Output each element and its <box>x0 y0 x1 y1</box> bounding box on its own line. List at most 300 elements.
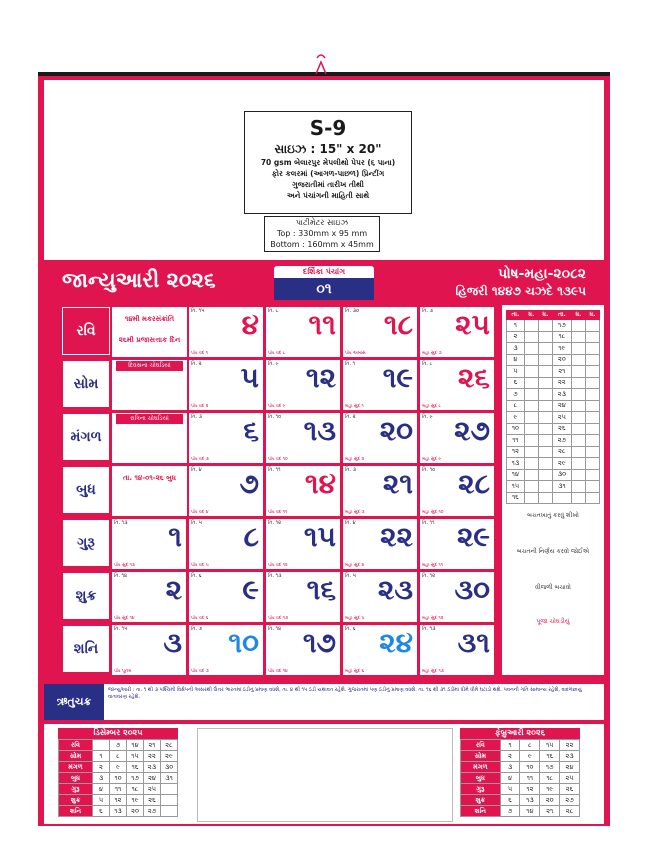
mini-date: ૨૮ <box>560 806 580 817</box>
ledger-cell <box>571 354 585 366</box>
ledger-cell: ૨૫ <box>552 412 571 424</box>
mini-date: ૯ <box>520 751 540 762</box>
date-cell[interactable] <box>343 413 418 463</box>
mini-date: ૩૦ <box>161 762 178 773</box>
ledger-cell <box>524 458 538 470</box>
tithi-label: તિ. ૧૧ <box>422 520 435 526</box>
ledger-cell <box>571 331 585 343</box>
tithi-label: તિ. ૧૪ <box>268 626 282 632</box>
info-text: રાત્રિના ચોઘડિયાં <box>116 414 183 424</box>
spec-title: S-9 <box>309 116 347 140</box>
tithi-label: તિ. ૫ <box>191 520 202 526</box>
ledger-cell <box>524 343 538 355</box>
ledger-cell: ૧૬ <box>507 492 525 504</box>
mini-date: ૧૬ <box>127 762 144 773</box>
ledger-cell <box>585 423 599 435</box>
mini-date: ૨૩ <box>144 762 161 773</box>
date-cell[interactable] <box>420 625 495 675</box>
date-number: ૭ <box>239 467 259 500</box>
hindu-date: પોષ વદ ૬ <box>191 616 209 621</box>
ledger-head: ધ. <box>524 311 538 320</box>
mini-day-name: શુક્ર <box>461 795 501 806</box>
mini-date: ૧૨ <box>110 795 127 806</box>
ledger-cell: ૧૭ <box>552 320 571 332</box>
info-text: તા. ૧૪-૦૧-૨૬ બુધ <box>123 474 176 482</box>
spec-line: ફોર કલરમાં (આગળ-પાછળ) પ્રિન્ટીંગ <box>271 169 385 178</box>
ledger-head: ધ. <box>538 311 552 320</box>
ledger-cell <box>524 354 538 366</box>
ledger-cell <box>538 377 552 389</box>
hindu-date: મહા સુદ ૧૨ <box>422 616 444 621</box>
spec-line: અને પંચાંગની માહિતી સાથે <box>286 191 370 200</box>
ledger-cell <box>571 320 585 332</box>
ledger-cell <box>585 412 599 424</box>
mini-date: ૧૧ <box>520 773 540 784</box>
mini-date: ૧૭ <box>540 762 560 773</box>
advertisement-space <box>197 728 453 822</box>
ledger-cell <box>524 446 538 458</box>
ledger-cell <box>524 389 538 401</box>
mini-date: ૬ <box>500 795 520 806</box>
date-number: ૧૨ <box>305 361 336 394</box>
day-label: શુક્ર <box>62 572 110 620</box>
mini-date: ૨૦ <box>127 806 144 817</box>
ledger-cell <box>585 377 599 389</box>
mini-day-name: બુધ <box>461 773 501 784</box>
ledger-cell <box>538 492 552 504</box>
ledger-cell <box>524 400 538 412</box>
rutu-label: ઋતુચક્ર <box>44 684 104 720</box>
day-label: સોમ <box>62 360 110 408</box>
mini-date: ૨૪ <box>144 773 161 784</box>
date-cell[interactable] <box>112 519 187 569</box>
ledger-cell: ૬ <box>507 377 525 389</box>
tithi-label: તિ. ૧૫ <box>114 626 128 632</box>
mini-date: ૩૧ <box>161 773 178 784</box>
mini-day-name: મંગળ <box>461 762 501 773</box>
mini-date: ૧૮ <box>127 784 144 795</box>
date-number: ૪ <box>241 308 259 341</box>
hindu-date: મહા સુદ ૯ <box>422 457 442 462</box>
mini-date: ૨૫ <box>560 773 580 784</box>
mini-date: ૧ <box>500 740 520 751</box>
ledger-cell <box>585 389 599 401</box>
date-number: ૩૦ <box>454 573 490 606</box>
ledger-cell <box>538 435 552 447</box>
date-cell[interactable] <box>266 307 341 357</box>
date-cell[interactable] <box>189 360 264 410</box>
date-cell[interactable] <box>189 466 264 516</box>
mini-date: ૨૪ <box>560 762 580 773</box>
tithi-label: તિ. ૧ <box>345 361 356 367</box>
date-cell[interactable] <box>420 360 495 410</box>
ledger-cell <box>538 458 552 470</box>
date-cell[interactable] <box>266 625 341 675</box>
day-label: ગુરૂ <box>62 519 110 567</box>
ledger-cell <box>571 389 585 401</box>
printer-title: પાટીમેટર સાઇઝ <box>295 218 349 227</box>
mini-day-name: બુધ <box>59 773 93 784</box>
mini-day-name: સોમ <box>461 751 501 762</box>
mini-date: ૨૬ <box>144 795 161 806</box>
date-cell[interactable] <box>343 572 418 622</box>
hindu-date: મહા સુદ ૩ <box>345 510 365 515</box>
mini-date: ૧૧ <box>110 784 127 795</box>
date-cell[interactable] <box>266 466 341 516</box>
hook-icon <box>314 52 328 74</box>
date-number: ૫ <box>240 361 259 394</box>
february-calendar <box>460 728 580 817</box>
day-label: શનિ <box>62 625 110 673</box>
ledger-cell: ૧૪ <box>507 469 525 481</box>
ledger-cell <box>524 366 538 378</box>
panchang-badge <box>274 266 374 300</box>
hindu-date: પોષ વદ ૭ <box>191 669 209 674</box>
mini-date: ૪ <box>93 784 110 795</box>
mini-date: ૨૦ <box>540 795 560 806</box>
tithi-label: તિ. ૮ <box>422 361 433 367</box>
hindu-date: મહા સુદ ૧૩ <box>422 669 444 674</box>
ledger-cell <box>585 400 599 412</box>
ledger-cell: ૩૧ <box>552 481 571 493</box>
ledger-cell <box>524 331 538 343</box>
mini-date: ૨૩ <box>560 751 580 762</box>
date-cell[interactable] <box>343 625 418 675</box>
ledger-cell: ૧૯ <box>552 343 571 355</box>
hijri-year: હિજરી ૧૪૪૭ ચઝદે ૧૩૯૫ <box>455 284 586 298</box>
side-note: બચતખાતું કરવું શીખો <box>527 512 579 519</box>
date-cell[interactable] <box>420 572 495 622</box>
date-number: ૨૯ <box>456 520 490 553</box>
ledger-cell <box>538 423 552 435</box>
date-number: ૩ <box>163 626 182 659</box>
ledger-cell: ૨૧ <box>552 366 571 378</box>
mini-day-name: રવિ <box>461 740 501 751</box>
ledger-cell <box>524 469 538 481</box>
date-number: ૯ <box>242 573 259 606</box>
tithi-label: તિ. ૯ <box>268 361 279 367</box>
ledger-cell: ૨૦ <box>552 354 571 366</box>
day-label: રવિ <box>62 307 110 355</box>
mini-day-name: શુક્ર <box>59 795 93 806</box>
ledger-cell <box>538 400 552 412</box>
tithi-label: તિ. ૬ <box>345 626 356 632</box>
mini-date: ૨૨ <box>560 740 580 751</box>
date-number: ૨૩ <box>377 573 413 606</box>
date-cell[interactable] <box>189 625 264 675</box>
mini-date: ૧ <box>93 751 110 762</box>
date-cell[interactable] <box>189 307 264 357</box>
hindu-date: મહા સુદ ૬ <box>345 669 365 674</box>
ledger-head: તા. <box>552 311 571 320</box>
mini-date: ૧૯ <box>127 795 144 806</box>
hindu-date: પોષ વદ ૧ <box>191 351 208 356</box>
mini-date: ૨૮ <box>161 740 178 751</box>
date-number: ૧૭ <box>302 626 336 659</box>
ledger-cell <box>585 435 599 447</box>
date-number: ૧૬ <box>306 573 336 606</box>
hindu-date: મહા સુદ ૧૧ <box>422 563 443 568</box>
hindu-date: પોષ વદ ૧૩ <box>268 616 288 621</box>
date-cell[interactable] <box>420 466 495 516</box>
month-title: જાન્યુઆરી ૨૦૨૬ <box>62 268 216 292</box>
ledger-cell <box>585 481 599 493</box>
date-number: ૧૩ <box>303 414 336 447</box>
hindu-date: પોષ વદ ૫ <box>191 563 209 568</box>
ledger-cell <box>524 377 538 389</box>
hindu-date: પોષ વદ ૮ <box>268 351 286 356</box>
date-number: ૧૪ <box>304 467 336 500</box>
tithi-label: તિ. ૧૩ <box>114 520 128 526</box>
mini-date: ૨૬ <box>560 784 580 795</box>
spec-box <box>244 111 412 214</box>
mini-date: ૮ <box>110 751 127 762</box>
ledger-cell <box>524 492 538 504</box>
date-number: ૨૬ <box>457 361 490 394</box>
hindu-date: પોષ અમાસ <box>345 351 366 356</box>
ledger-head: તા. <box>507 311 525 320</box>
date-cell[interactable] <box>189 519 264 569</box>
info-text: ૧૪મી મકરસંક્રાંતિ <box>124 315 175 323</box>
mini-date: ૬ <box>93 806 110 817</box>
ledger-cell <box>571 492 585 504</box>
mini-date <box>93 740 110 751</box>
ledger-cell <box>538 354 552 366</box>
date-cell[interactable] <box>189 572 264 622</box>
tithi-label: તિ. ૧૨ <box>422 573 436 579</box>
date-number: ૬ <box>243 414 259 447</box>
date-cell[interactable] <box>420 307 495 357</box>
printer-top: Top : 330mm x 95 mm <box>276 229 368 238</box>
ledger-cell <box>538 331 552 343</box>
tithi-label: તિ. ૧૧ <box>268 467 281 473</box>
mini-date: ૨૯ <box>161 751 178 762</box>
day-label: મંગળ <box>62 413 110 461</box>
info-cell <box>112 466 187 516</box>
date-number: ૨૪ <box>379 626 413 659</box>
date-cell[interactable] <box>189 413 264 463</box>
hindu-date: મહા સુદ ૨ <box>345 457 365 462</box>
ledger-cell <box>524 423 538 435</box>
tithi-label: તિ. ૧૦ <box>422 467 436 473</box>
printer-bottom: Bottom : 160mm x 45mm <box>270 240 374 249</box>
mini-date: ૧૫ <box>540 740 560 751</box>
hindu-date: પોષ વદ ૧૦ <box>268 457 288 462</box>
printer-size-box <box>264 216 380 252</box>
hindu-date: મહા સુદ ૫ <box>345 616 365 621</box>
ledger-cell: ૧૩ <box>507 458 525 470</box>
mini-date: ૧૯ <box>540 784 560 795</box>
date-number: ૨૭ <box>454 414 490 447</box>
mini-date <box>161 784 178 795</box>
december-title: ડિસેમ્બર ૨૦૨૫ <box>58 728 178 739</box>
date-cell[interactable] <box>266 572 341 622</box>
ledger-cell: ૨૨ <box>552 377 571 389</box>
info-cell <box>112 413 187 463</box>
badge-label: દર્શિકા પંચાંગ <box>274 266 374 278</box>
ledger-cell: ૮ <box>507 400 525 412</box>
ledger-cell <box>538 469 552 481</box>
tithi-label: તિ. ૧૩ <box>268 573 282 579</box>
day-label: બુધ <box>62 466 110 514</box>
ledger-cell <box>585 446 599 458</box>
date-number: ૧૮ <box>383 308 413 341</box>
mini-date: ૧૦ <box>520 762 540 773</box>
ledger-cell <box>571 343 585 355</box>
date-cell[interactable] <box>420 519 495 569</box>
tithi-label: તિ. ૫ <box>345 573 356 579</box>
date-cell[interactable] <box>343 466 418 516</box>
tithi-label: તિ. ૩૦ <box>345 308 359 314</box>
ledger-cell: ૧૫ <box>507 481 525 493</box>
date-number: ૨૫ <box>455 308 490 341</box>
ledger-cell: ૪ <box>507 354 525 366</box>
date-cell[interactable] <box>343 519 418 569</box>
ledger-cell <box>538 343 552 355</box>
mini-date: ૨ <box>500 751 520 762</box>
date-number: ૩૧ <box>457 626 490 659</box>
ledger-head: ધ. <box>571 311 585 320</box>
ledger-cell: ૧૦ <box>507 423 525 435</box>
ledger-cell <box>524 481 538 493</box>
ledger-cell <box>585 366 599 378</box>
hindu-date: પોષ સુદ ૧૩ <box>114 563 135 568</box>
hindu-date: પોષ સુદ ૧૪ <box>114 616 135 621</box>
ledger-cell <box>538 412 552 424</box>
ledger-cell: ૨ <box>507 331 525 343</box>
mini-date: ૧૬ <box>540 751 560 762</box>
ledger-cell <box>585 354 599 366</box>
hindu-date: પોષ વદ ૩ <box>191 457 209 462</box>
date-cell[interactable] <box>343 307 418 357</box>
ledger-cell: ૧૨ <box>507 446 525 458</box>
date-number: ૧૦ <box>228 626 259 659</box>
december-calendar <box>58 728 178 817</box>
ledger-cell: ૨૪ <box>552 400 571 412</box>
mini-date: ૨૨ <box>144 751 161 762</box>
tithi-label: તિ. ૧૨ <box>268 520 282 526</box>
date-number: ૨૨ <box>380 520 413 553</box>
ledger-cell <box>585 331 599 343</box>
info-text: ૨૬મી પ્રજાસત્તાક દિન <box>118 336 181 344</box>
mini-date: ૫ <box>500 784 520 795</box>
rutu-bar <box>44 684 604 720</box>
hindu-date: પોષ વદ ૨ <box>191 404 209 409</box>
badge-number: ૦૧ <box>274 278 374 300</box>
mini-date: ૧૩ <box>520 795 540 806</box>
ledger-cell <box>585 320 599 332</box>
ledger-cell <box>524 412 538 424</box>
hindu-date: મહા સુદ ૮ <box>422 404 441 409</box>
tithi-label: તિ. ૧૫ <box>191 308 205 314</box>
date-number: ૨૮ <box>458 467 490 500</box>
ledger-cell: ૨૬ <box>552 423 571 435</box>
date-cell[interactable] <box>266 519 341 569</box>
ledger-cell <box>571 458 585 470</box>
hindu-date: પોષ વદ ૧૧ <box>268 510 288 515</box>
mini-date <box>161 806 178 817</box>
hindu-date: પોષ પૂનમ <box>114 669 132 674</box>
mini-date: ૧૮ <box>540 773 560 784</box>
side-note: બચતની નિર્ણય કરવો જોઈએ <box>516 548 590 555</box>
date-number: ૧૫ <box>303 520 336 553</box>
mini-date: ૩ <box>500 762 520 773</box>
tithi-label: તિ. ૭ <box>422 308 434 314</box>
ledger-cell <box>571 423 585 435</box>
ledger-cell <box>571 377 585 389</box>
date-number: ૨ <box>165 573 182 606</box>
mini-date <box>161 795 178 806</box>
tithi-label: તિ. ૮ <box>268 308 279 314</box>
side-note: પૂજા ચોઘડીયું <box>536 618 570 625</box>
mini-date: ૫ <box>93 795 110 806</box>
date-cell[interactable] <box>112 625 187 675</box>
ledger-cell <box>585 458 599 470</box>
mini-day-name: ગુરૂ <box>461 784 501 795</box>
date-cell[interactable] <box>420 413 495 463</box>
spec-line: ગુજરાતીમાં તારીખ તીથી <box>292 180 364 189</box>
mini-day-name: મંગળ <box>59 762 93 773</box>
hindu-date: મહા સુદ ૧ <box>345 404 364 409</box>
mini-date: ૨૧ <box>144 740 161 751</box>
date-cell[interactable] <box>266 360 341 410</box>
spec-size: સાઇઝ : 15" x 20" <box>274 142 382 156</box>
mini-date: ૨૧ <box>540 806 560 817</box>
date-cell[interactable] <box>112 572 187 622</box>
mini-date: ૧૨ <box>520 784 540 795</box>
tithi-label: તિ. ૪ <box>345 520 356 526</box>
side-note: વીજળી બચાવો <box>535 584 571 591</box>
ledger-cell <box>571 446 585 458</box>
mini-day-name: સોમ <box>59 751 93 762</box>
ledger-cell <box>571 481 585 493</box>
ledger-cell: ૨૮ <box>552 446 571 458</box>
ledger-cell: ૧૧ <box>507 435 525 447</box>
mini-date: ૨૭ <box>144 806 161 817</box>
ledger-cell: ૫ <box>507 366 525 378</box>
date-cell[interactable] <box>266 413 341 463</box>
mini-day-name: રવિ <box>59 740 93 751</box>
info-cell <box>112 307 187 357</box>
tithi-label: તિ. ૯ <box>422 414 433 420</box>
mini-date: ૩ <box>93 773 110 784</box>
mini-date: ૧૫ <box>127 751 144 762</box>
hindu-date: મહા સુદ ૭ <box>422 351 442 356</box>
mini-date: ૭ <box>500 806 520 817</box>
mini-date: ૨૭ <box>560 795 580 806</box>
date-number: ૮ <box>243 520 259 553</box>
mini-date: ૨૫ <box>144 784 161 795</box>
mini-date: ૪ <box>500 773 520 784</box>
mini-date: ૯ <box>110 762 127 773</box>
tithi-label: તિ. ૧૪ <box>114 573 128 579</box>
ledger-cell <box>571 400 585 412</box>
ledger-cell: ૭ <box>507 389 525 401</box>
hindu-date: પોષ વદ ૧૪ <box>268 669 288 674</box>
mini-date: ૧૪ <box>127 740 144 751</box>
ledger-cell: ૩૦ <box>552 469 571 481</box>
mini-date: ૧૩ <box>110 806 127 817</box>
tithi-label: તિ. ૨ <box>345 414 356 420</box>
date-cell[interactable] <box>343 360 418 410</box>
ledger-head: ધ. <box>585 311 599 320</box>
ledger-cell <box>538 389 552 401</box>
ledger-cell <box>524 435 538 447</box>
tithi-label: તિ. ૧૩ <box>422 626 436 632</box>
ledger-cell <box>585 492 599 504</box>
tithi-label: તિ. ૪ <box>191 467 202 473</box>
tithi-label: તિ. ૭ <box>191 626 203 632</box>
